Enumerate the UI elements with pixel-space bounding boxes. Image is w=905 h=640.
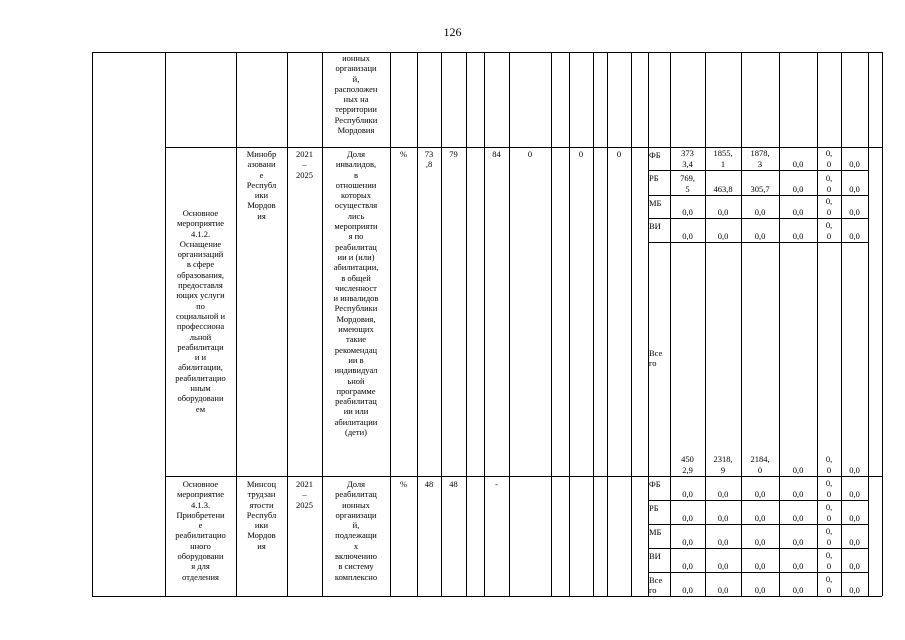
column-rule (417, 52, 418, 596)
funding-source-label: ФБ (649, 479, 661, 489)
funding-amount-cell: 0,0 (754, 512, 766, 523)
funding-amount-cell: 0,0 (849, 464, 860, 475)
funding-amount-cell: 0,0 (849, 158, 860, 169)
funding-amount-cell: 0, 0 (825, 196, 833, 217)
column-rule (593, 52, 594, 596)
funding-amount-cell: 0,0 (717, 488, 729, 499)
event-name-cell: Основное мероприятие 4.1.3. Приобретени е реабилитацио нного оборудовани я для отделения (175, 479, 226, 582)
funding-amount-cell: 0,0 (754, 584, 766, 595)
funding-amount-cell: 0,0 (754, 536, 766, 547)
column-rule (569, 52, 570, 596)
indicator-value-cell: 73 ,8 (424, 149, 434, 170)
row-rule (648, 572, 868, 573)
column-rule (441, 52, 442, 596)
funding-amount-cell: 2318, 9 (713, 454, 733, 475)
indicator-value-cell: 79 (449, 149, 458, 159)
column-rule (868, 52, 869, 596)
funding-amount-cell: 0,0 (849, 488, 860, 499)
funding-source-label: МБ (649, 527, 662, 537)
column-rule (551, 52, 552, 596)
funding-amount-cell: 0,0 (754, 488, 766, 499)
funding-amount-cell: 2184, 0 (750, 454, 770, 475)
column-rule (509, 52, 510, 596)
funding-amount-cell: 0, 0 (825, 454, 833, 475)
funding-amount-cell: 0,0 (682, 536, 693, 547)
funding-source-label: РБ (649, 173, 659, 183)
row-rule (92, 52, 882, 53)
funding-amount-cell: 0,0 (717, 230, 729, 241)
funding-amount-cell: 0,0 (717, 584, 729, 595)
funding-amount-cell: 305,7 (750, 183, 770, 194)
row-rule (648, 218, 868, 219)
column-rule (631, 52, 632, 596)
funding-amount-cell: 373 3,4 (681, 148, 694, 169)
funding-amount-cell: 0,0 (792, 512, 804, 523)
funding-source-label: РБ (649, 503, 659, 513)
funding-amount-cell: 0,0 (682, 560, 693, 571)
funding-amount-cell: 0,0 (849, 230, 860, 241)
funding-amount-cell: 0,0 (682, 584, 693, 595)
indicator-value-cell: 84 (492, 149, 501, 159)
funding-source-label: ВИ (649, 221, 661, 231)
indicator-cell: Доля инвалидов, в отношении которых осуществля лись мероприяти я по реабилитац ии и (или) абилитации, в общей численност и инвалидов Республики Мордовия, имеющих такие рекомендац ии в индивидуал ьной программе реабилитац ии или абилитации (дети) (333, 149, 379, 438)
indicator-cell: ионных организаци й, расположен ных на территории Республики Мордовия (334, 53, 378, 136)
funding-amount-cell: 0,0 (682, 230, 693, 241)
row-rule (648, 170, 868, 171)
indicator-value-cell: 48 (424, 479, 434, 489)
page-number: 126 (443, 25, 462, 39)
executor-cell: Минобр азовани е Республ ики Мордов ия (246, 149, 277, 221)
period-cell: 2021 – 2025 (296, 479, 313, 510)
funding-amount-cell: 0,0 (849, 560, 860, 571)
funding-amount-cell: 0,0 (792, 158, 804, 169)
row-rule (648, 548, 868, 549)
funding-amount-cell: 0,0 (717, 206, 729, 217)
indicator-value-cell: - (495, 479, 498, 489)
funding-amount-cell: 0,0 (717, 560, 729, 571)
unit-cell: % (399, 149, 408, 159)
funding-amount-cell: 0, 0 (825, 526, 833, 547)
indicator-value-cell: 0 (616, 149, 622, 159)
funding-amount-cell: 0, 0 (825, 550, 833, 571)
indicator-cell: Доля реабилитац ионных организаци й, подлежащи х включению в систему комплексно (334, 479, 378, 582)
indicator-value-cell: 48 (449, 479, 458, 489)
funding-amount-cell: 0, 0 (825, 173, 833, 194)
funding-amount-cell: 0,0 (792, 206, 804, 217)
funding-amount-cell: 0,0 (792, 488, 804, 499)
funding-amount-cell: 0,0 (792, 536, 804, 547)
row-rule (92, 596, 882, 597)
funding-amount-cell: 0,0 (754, 230, 766, 241)
funding-amount-cell: 0,0 (792, 464, 804, 475)
row-rule (648, 524, 868, 525)
column-rule (882, 52, 883, 596)
funding-amount-cell: 0,0 (754, 206, 766, 217)
row-rule (648, 500, 868, 501)
funding-amount-cell: 0,0 (849, 536, 860, 547)
funding-amount-cell: 0,0 (717, 536, 729, 547)
funding-amount-cell: 0,0 (717, 512, 729, 523)
column-rule (92, 52, 93, 596)
funding-source-label: ФБ (649, 150, 661, 160)
funding-amount-cell: 0,0 (849, 183, 860, 194)
funding-amount-cell: 769, 5 (680, 173, 695, 194)
funding-amount-cell: 0, 0 (825, 148, 833, 169)
row-rule (165, 476, 882, 477)
column-rule (648, 52, 649, 596)
funding-amount-cell: 0,0 (792, 584, 804, 595)
funding-amount-cell: 0, 0 (825, 220, 833, 241)
funding-amount-cell: 1855, 1 (713, 148, 733, 169)
funding-amount-cell: 0,0 (792, 560, 804, 571)
funding-amount-cell: 0, 0 (825, 574, 833, 595)
column-rule (287, 52, 288, 596)
funding-source-label: МБ (649, 198, 662, 208)
funding-amount-cell: 0, 0 (825, 478, 833, 499)
event-name-cell: Основное мероприятие 4.1.2. Оснащение организаций в сфере образования, предоставля ющих услуги по социальной и профессиона льной реабилитаци и и абилитации, реабилитацио нным оборудовани ем (175, 208, 226, 414)
funding-amount-cell: 1878, 3 (750, 148, 770, 169)
row-rule (648, 242, 868, 243)
funding-amount-cell: 0,0 (849, 584, 860, 595)
funding-source-label: Все го (649, 348, 663, 369)
indicator-value-cell: 0 (578, 149, 584, 159)
funding-amount-cell: 450 2,9 (681, 454, 694, 475)
unit-cell: % (399, 479, 408, 489)
column-rule (607, 52, 608, 596)
funding-amount-cell: 0,0 (792, 183, 804, 194)
funding-source-label: Все го (649, 575, 663, 596)
funding-amount-cell: 0,0 (682, 488, 693, 499)
funding-amount-cell: 0,0 (754, 560, 766, 571)
column-rule (484, 52, 485, 596)
indicator-value-cell: 0 (527, 149, 533, 159)
funding-source-label: ВИ (649, 551, 661, 561)
funding-amount-cell: 0, 0 (825, 502, 833, 523)
column-rule (390, 52, 391, 596)
funding-amount-cell: 0,0 (849, 512, 860, 523)
funding-amount-cell: 0,0 (849, 206, 860, 217)
funding-amount-cell: 0,0 (682, 512, 693, 523)
funding-amount-cell: 463,8 (713, 183, 733, 194)
executor-cell: Минсоц трудзан ятости Республ ики Мордов ия (246, 479, 277, 551)
period-cell: 2021 – 2025 (296, 149, 313, 180)
column-rule (466, 52, 467, 596)
funding-amount-cell: 0,0 (792, 230, 804, 241)
funding-amount-cell: 0,0 (682, 206, 693, 217)
